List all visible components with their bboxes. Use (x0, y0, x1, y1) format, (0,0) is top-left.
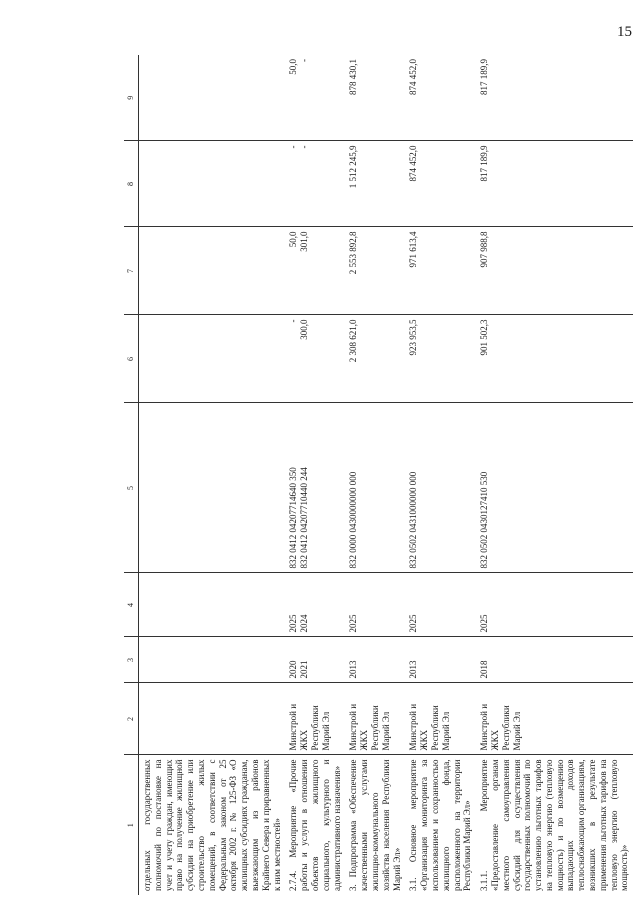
cell-description: 3.1.1. Мероприятие «Предоставление органам местного самоуправления субсидий для осуществления государственных полномочий по установлению льготных тарифов на тепловую энергию (тепловую мощность) и по возмещению выпадающих доходов теплоснабжающим организациям, возникших в результате применения льготных тарифов на тепловую энергию (тепловую мощность)» (479, 759, 630, 891)
cell-value (139, 141, 286, 227)
column-header: 2 (124, 683, 139, 755)
end-year: 2024 (299, 614, 310, 633)
value: 50,0 (288, 231, 299, 248)
cell-budget-code: 832 0000 0430000000 000 (345, 403, 405, 573)
cell-budget-code (139, 403, 286, 573)
budget-code: 832 0412 04207714640 350 (288, 467, 299, 569)
value: 301,0 (299, 231, 310, 252)
cell-value (139, 315, 286, 403)
cell-value: 874 452,0 (405, 141, 476, 227)
cell-end-year (285, 573, 345, 637)
column-header: 7 (124, 227, 139, 315)
cell-start-year: 2018 (476, 637, 633, 683)
column-header: 5 (124, 403, 139, 573)
cell-end-year: 2025 (405, 573, 476, 637)
cell-value: 817 189,9 (476, 55, 633, 141)
value: - (288, 319, 299, 323)
rotated-table-wrapper (124, 55, 630, 895)
cell-executor (139, 683, 286, 755)
cell-value: 971 613,4 (405, 227, 476, 315)
cell-value: 901 502,3 (476, 315, 633, 403)
cell-description: 3. Подпрограмма «Обеспечение качественными услугами жилищно-коммунального хозяйства населения Республики Марий Эл» (348, 759, 402, 891)
cell-budget-code (285, 403, 345, 573)
cell-description: 2.7.4. Мероприятие «Прочие работы и услуги в отношении объектов жилищного социального, культурного и административного назначения» (288, 759, 342, 891)
value: - (299, 145, 310, 149)
table-row (139, 55, 286, 895)
column-header: 3 (124, 637, 139, 683)
page-number: 15 (617, 24, 632, 40)
program-table (124, 55, 633, 895)
cell-value (285, 141, 345, 227)
value: - (288, 145, 299, 149)
cell-executor: Минстрой и ЖКХ Республики Марий Эл (345, 683, 405, 755)
cell-executor: Минстрой и ЖКХ Республики Марий Эл (285, 683, 345, 755)
cell-end-year: 2025 (345, 573, 405, 637)
value: 300,0 (299, 319, 310, 340)
cell-value: 2 308 621,0 (345, 315, 405, 403)
cell-value: 907 988,8 (476, 227, 633, 315)
cell-budget-code: 832 0502 0431000000 000 (405, 403, 476, 573)
cell-value (139, 55, 286, 141)
cell-value: 2 553 892,8 (345, 227, 405, 315)
header-row (124, 55, 139, 895)
cell-start-year: 2013 (405, 637, 476, 683)
cell-value (139, 227, 286, 315)
table-row (345, 55, 405, 895)
cell-end-year (139, 573, 286, 637)
cell-value: 817 189,9 (476, 141, 633, 227)
cell-start-year (139, 637, 286, 683)
cell-value (285, 55, 345, 141)
cell-value (285, 315, 345, 403)
column-header: 4 (124, 573, 139, 637)
table-row (285, 55, 345, 895)
cell-value: 878 430,1 (345, 55, 405, 141)
value: 50,0 (288, 59, 299, 75)
cell-description: 3.1. Основное мероприятие «Организация мониторинга за использованием и сохранностью жилищного фонда, расположенного на территории Республики Марий Эл» (408, 759, 473, 891)
start-year: 2021 (299, 660, 310, 679)
cell-description: отдельных государственных полномочий по постановке на учет и учету граждан, имеющих право на получение жилищной субсидии на приобретение или строительство жилых помещений, в соответствии с Федеральным законом от 25 октября 2002 г. № 125-ФЗ «О жилищных субсидиях гражданам, выезжающим из районов Крайнего Севера и приравненных к ним местностей» (142, 759, 282, 891)
column-header: 6 (124, 315, 139, 403)
column-header: 1 (124, 755, 139, 895)
column-header: 9 (124, 55, 139, 141)
end-year: 2025 (288, 614, 299, 633)
cell-value (285, 227, 345, 315)
table-row (405, 55, 476, 895)
cell-executor: Минстрой и ЖКХ Республики Марий Эл (405, 683, 476, 755)
cell-end-year: 2025 (476, 573, 633, 637)
table-row (476, 55, 633, 895)
budget-code: 832 0412 04207710440 244 (299, 467, 310, 569)
cell-executor: Минстрой и ЖКХ Республики Марий Эл (476, 683, 633, 755)
column-header: 8 (124, 141, 139, 227)
cell-budget-code: 832 0502 0430127410 530 (476, 403, 633, 573)
start-year: 2020 (288, 660, 299, 679)
value: - (299, 59, 310, 62)
cell-value: 874 452,0 (405, 55, 476, 141)
cell-start-year: 2013 (345, 637, 405, 683)
cell-start-year (285, 637, 345, 683)
cell-value: 923 953,5 (405, 315, 476, 403)
cell-value: 1 512 245,9 (345, 141, 405, 227)
